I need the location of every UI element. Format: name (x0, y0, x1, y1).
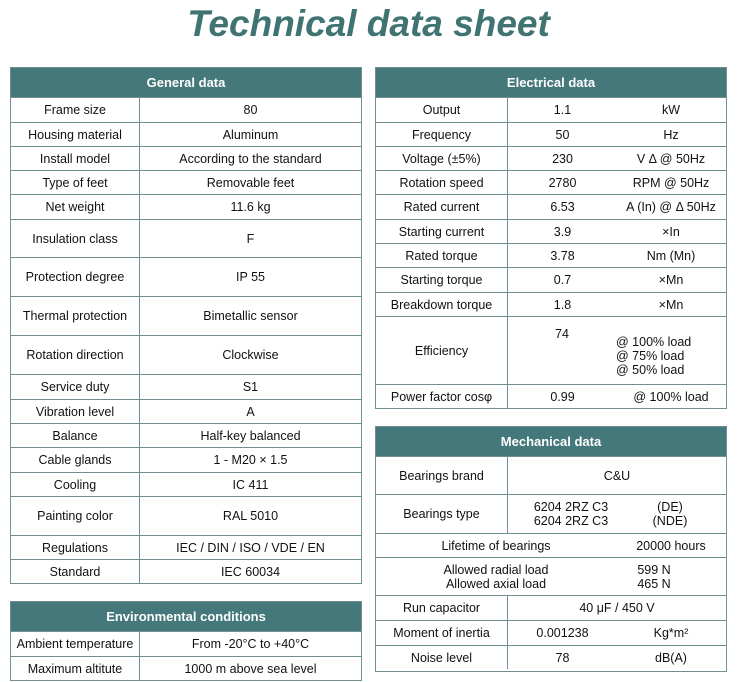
row-value: IC 411 (139, 473, 361, 496)
row-label: Breakdown torque (390, 297, 493, 312)
row-unit: dB(A) (655, 650, 687, 665)
table-row (376, 384, 726, 409)
general-data-header: General data (11, 68, 361, 97)
table-row (376, 170, 726, 194)
row-label: Protection degree (25, 270, 125, 284)
table-row (376, 557, 726, 595)
row-label: Maximum altitute (27, 661, 123, 676)
bearing-de-label: (DE) (657, 500, 683, 514)
row-value: 20000 hours (636, 538, 706, 553)
row-label: Vibration level (35, 404, 115, 419)
electrical-data-header: Electrical data (376, 68, 726, 97)
row-value: According to the standard (139, 147, 361, 170)
table-row (11, 423, 361, 447)
table-row (376, 243, 726, 267)
axial-load-value: 465 N (637, 576, 671, 591)
row-value: From -20°C to +40°C (139, 632, 361, 656)
row-unit: A (In) @ Δ 50Hz (626, 200, 716, 214)
table-row (11, 296, 361, 335)
row-value: S1 (139, 375, 361, 399)
row-value: 0.7 (507, 268, 617, 292)
row-unit: Nm (Mn) (646, 248, 696, 263)
table-row (11, 219, 361, 257)
table-row (11, 335, 361, 374)
row-label: Starting torque (400, 273, 483, 287)
row-value: Aluminum (139, 123, 361, 146)
row-value: RAL 5010 (139, 497, 361, 535)
row-value: A (139, 400, 361, 423)
row-value: 230 (507, 147, 617, 170)
row-unit: @ 100% load (633, 390, 709, 404)
row-value: 0.99 (507, 385, 617, 409)
electrical-data-table (375, 67, 727, 409)
row-label: Frame size (44, 103, 106, 117)
row-value: 50 (507, 123, 617, 146)
bearings-type-values (507, 495, 634, 533)
row-value: 1 - M20 × 1.5 (139, 448, 361, 472)
row-label: Cooling (53, 477, 97, 492)
row-label: Standard (49, 565, 101, 579)
row-value: 80 (139, 98, 361, 122)
table-row (376, 533, 726, 557)
table-row (376, 456, 726, 494)
table-row (11, 631, 361, 656)
table-row-efficiency (376, 316, 726, 384)
row-label: Bearings type (403, 507, 480, 521)
load-values (616, 558, 692, 595)
table-row (376, 267, 726, 292)
row-label: Insulation class (32, 231, 118, 246)
radial-load-value: 599 N (637, 562, 671, 577)
page-title: Technical data sheet (187, 3, 550, 44)
row-label: Bearings brand (399, 468, 484, 483)
row-unit: ×Mn (658, 273, 684, 287)
row-label: Net weight (45, 200, 105, 214)
row-value: Bimetallic sensor (139, 297, 361, 335)
row-value: 74 (507, 317, 616, 384)
row-label: Housing material (28, 127, 122, 142)
row-value: 1.8 (507, 293, 617, 316)
row-value: 3.9 (507, 220, 617, 243)
bearing-nde-value: 6204 2RZ C3 (533, 514, 609, 528)
row-value: C&U (507, 457, 726, 494)
table-row (376, 146, 726, 170)
table-row (376, 97, 726, 122)
row-value: IP 55 (139, 258, 361, 296)
row-value: 1000 m above sea level (139, 657, 361, 680)
row-value: 6.53 (507, 195, 617, 219)
table-row (11, 656, 361, 680)
row-label: Thermal protection (22, 309, 128, 323)
environmental-header: Environmental conditions (11, 602, 361, 631)
row-label: Run capacitor (402, 601, 481, 615)
row-label: Type of feet (42, 175, 108, 190)
row-unit-stack (616, 317, 726, 384)
row-unit: RPM @ 50Hz (632, 175, 710, 190)
mechanical-data-table (375, 426, 727, 672)
row-label: Rated current (403, 200, 480, 214)
row-unit: kW (661, 103, 681, 117)
row-value: Clockwise (139, 336, 361, 374)
row-label: Starting current (398, 224, 485, 239)
row-label: Efficiency (414, 343, 469, 358)
row-value: F (139, 220, 361, 257)
table-row (376, 122, 726, 146)
table-row (376, 620, 726, 645)
row-value: 2780 (507, 171, 617, 194)
row-label: Output (422, 103, 461, 117)
table-row (11, 170, 361, 194)
row-label: Ambient temperature (16, 637, 134, 651)
table-row (11, 257, 361, 296)
row-value: 1.1 (507, 98, 617, 122)
row-unit: Kg*m² (653, 626, 689, 640)
row-label: Moment of inertia (393, 626, 490, 640)
table-row (11, 535, 361, 559)
environmental-table (10, 601, 362, 681)
efficiency-load-75: @ 75% load (616, 348, 685, 363)
row-unit: V Δ @ 50Hz (636, 151, 706, 166)
row-label: Service duty (40, 380, 110, 394)
row-label: Regulations (41, 540, 108, 555)
row-unit: ×Mn (658, 297, 684, 312)
table-row (376, 595, 726, 620)
table-row (376, 219, 726, 243)
row-label: Balance (52, 428, 98, 443)
row-label: Cable glands (38, 453, 112, 467)
general-data-table (10, 67, 362, 584)
efficiency-load-50: @ 50% load (616, 362, 685, 377)
table-row (11, 194, 361, 219)
table-row (11, 447, 361, 472)
mechanical-data-header: Mechanical data (376, 427, 726, 456)
radial-load-label: Allowed radial load (443, 562, 549, 577)
row-label: Rated torque (405, 248, 478, 263)
table-row (11, 472, 361, 496)
row-value: 0.001238 (507, 621, 617, 645)
table-row (11, 399, 361, 423)
bearings-type-positions (633, 495, 707, 533)
table-row (11, 146, 361, 170)
bearing-de-value: 6204 2RZ C3 (533, 500, 609, 514)
row-label: Rotation direction (26, 348, 124, 362)
row-value: 78 (507, 646, 617, 669)
row-value: Half-key balanced (139, 424, 361, 447)
row-value: 40 μF / 450 V (507, 596, 726, 620)
table-row (11, 122, 361, 146)
row-label: Painting color (37, 509, 113, 523)
row-value: IEC / DIN / ISO / VDE / EN (139, 536, 361, 559)
row-value: IEC 60034 (139, 560, 361, 584)
row-label: Voltage (±5%) (402, 151, 481, 166)
row-value: 3.78 (507, 244, 617, 267)
efficiency-load-100: @ 100% load (616, 334, 692, 349)
table-row (376, 194, 726, 219)
table-row (11, 559, 361, 584)
load-labels (376, 558, 616, 595)
row-label: Frequency (411, 127, 472, 142)
table-row (376, 494, 726, 533)
row-label: Power factor cosφ (390, 390, 493, 404)
row-label: Rotation speed (399, 175, 484, 190)
table-row (376, 292, 726, 316)
table-row (11, 496, 361, 535)
table-row (376, 645, 726, 669)
row-value: Removable feet (139, 171, 361, 194)
row-unit: Hz (663, 127, 679, 142)
bearing-nde-label: (NDE) (652, 514, 688, 528)
row-label: Lifetime of bearings (441, 538, 551, 553)
row-unit: ×In (662, 224, 680, 239)
table-row (11, 97, 361, 122)
axial-load-label: Allowed axial load (445, 576, 547, 591)
row-value: 11.6 kg (139, 195, 361, 219)
table-row (11, 374, 361, 399)
row-label: Noise level (410, 650, 473, 665)
row-label: Install model (39, 151, 111, 166)
